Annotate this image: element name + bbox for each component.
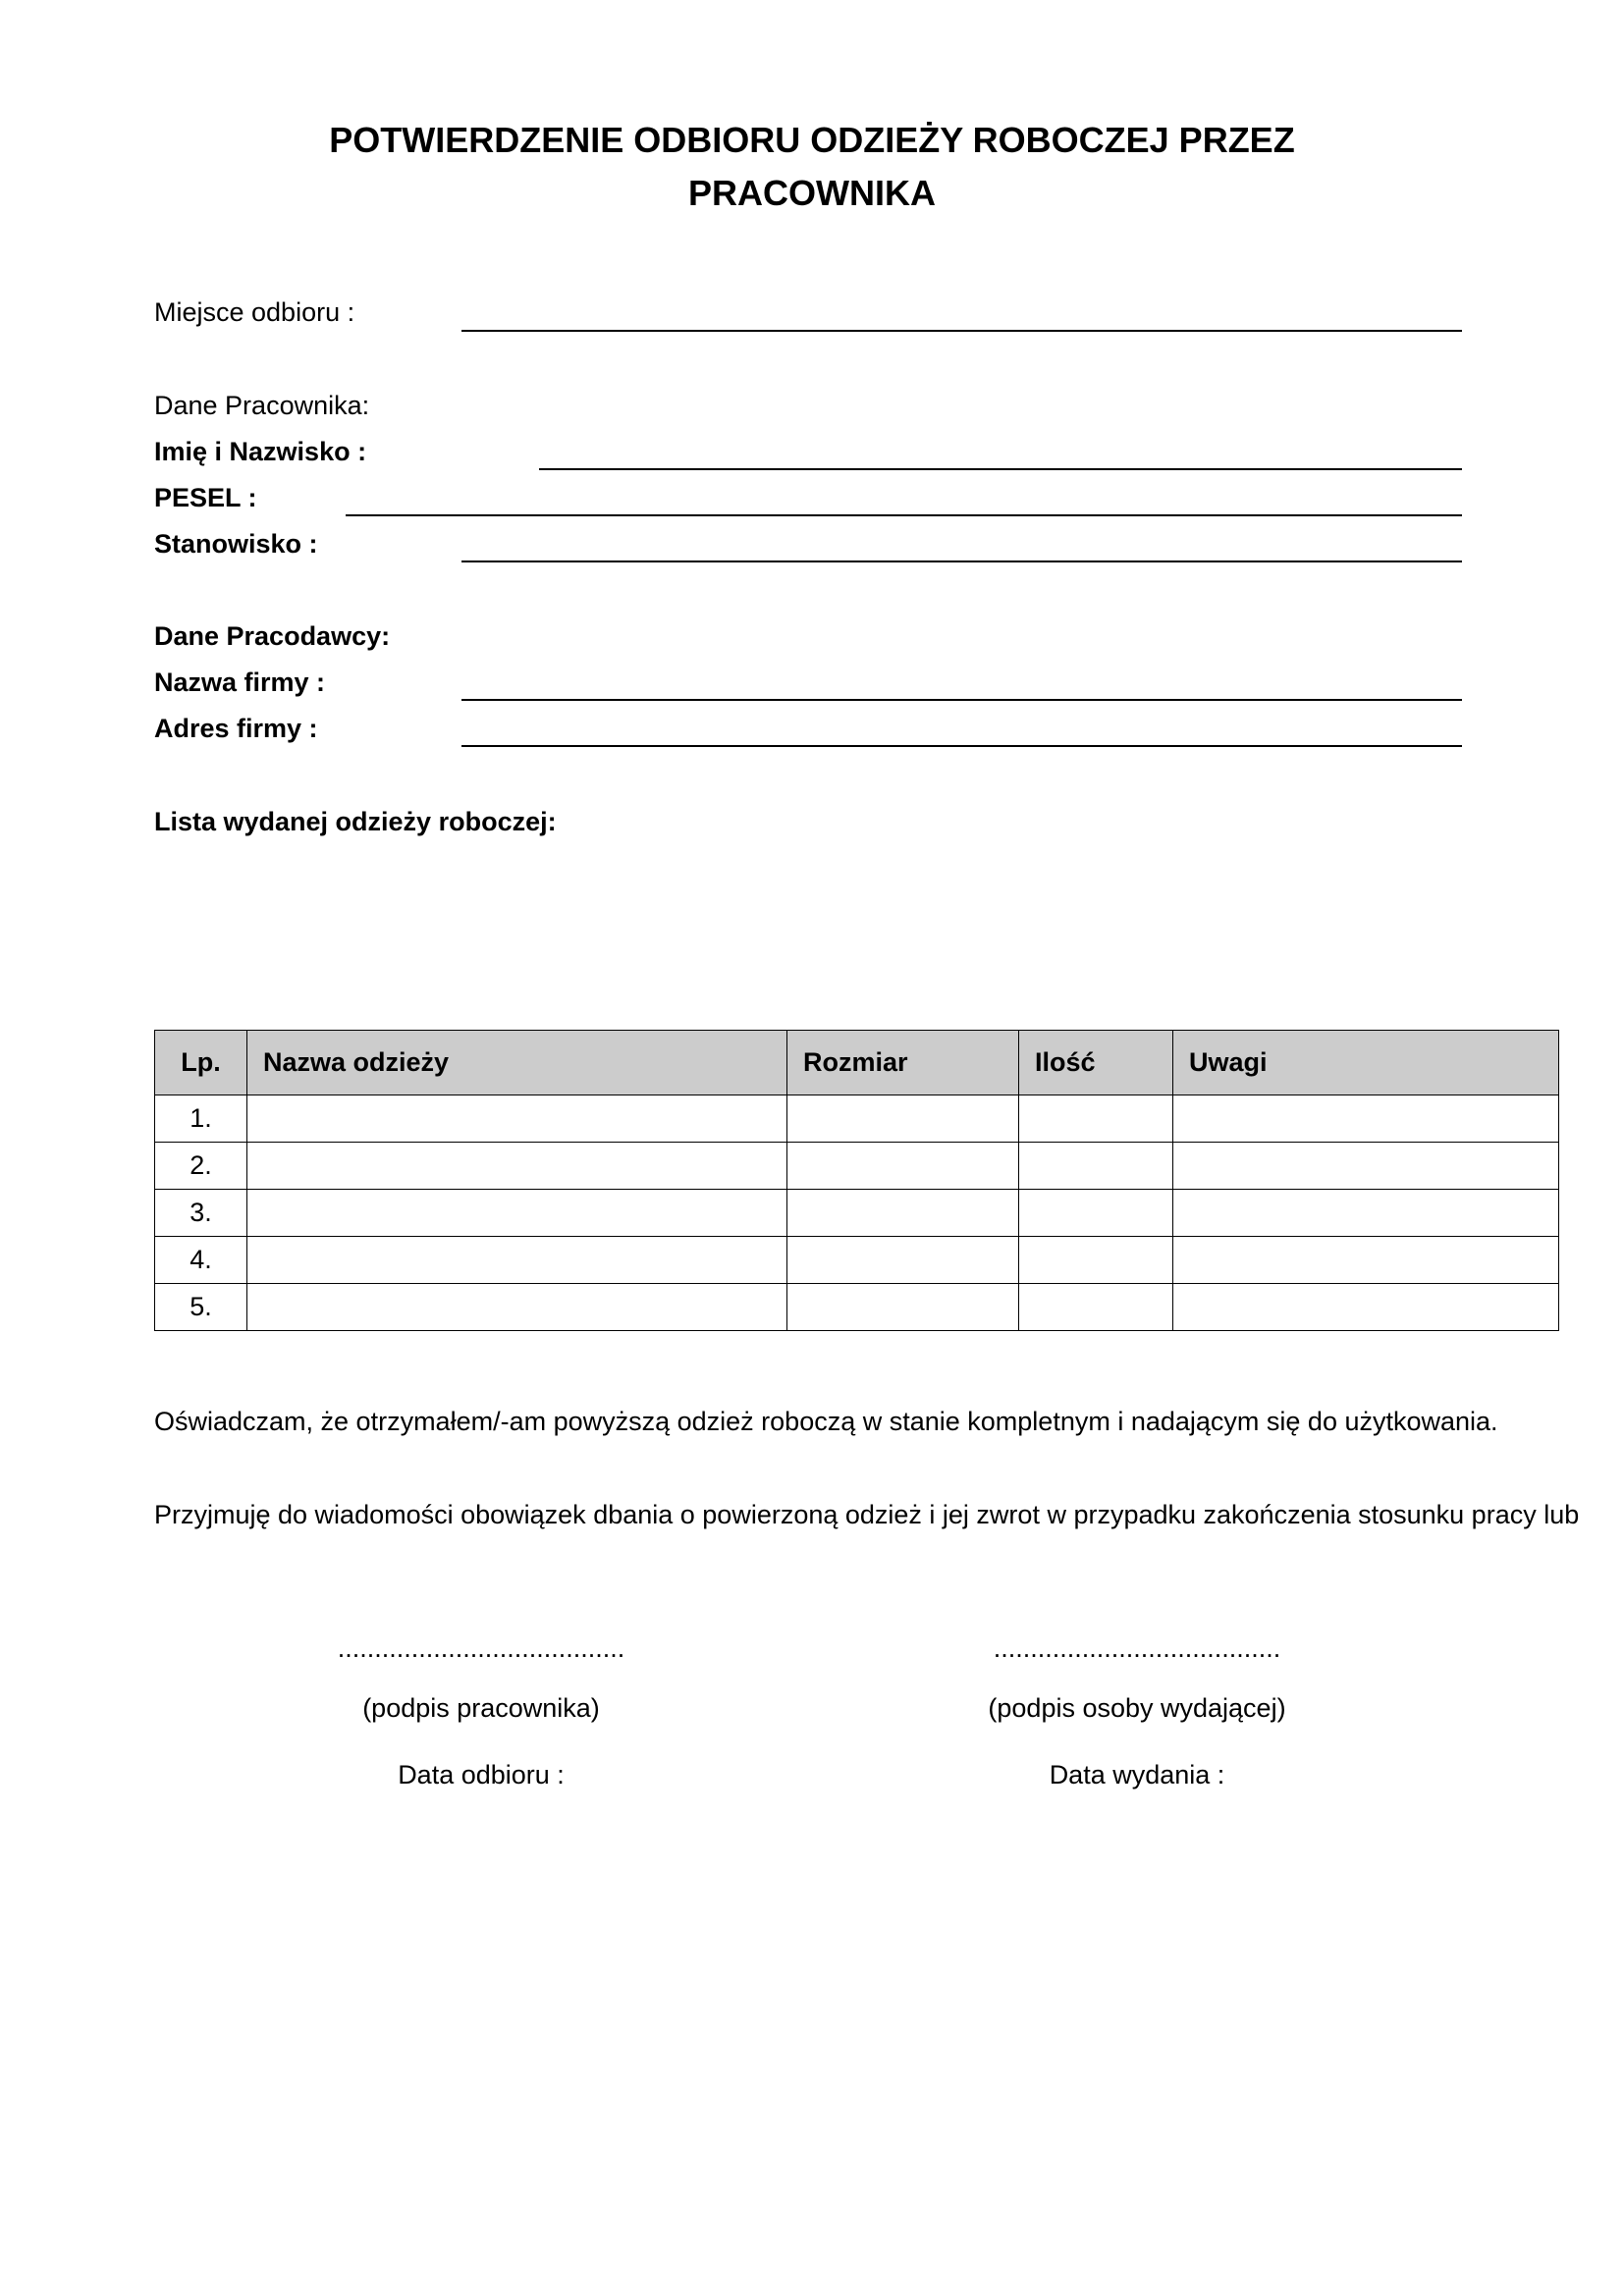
row-notes-cell[interactable] bbox=[1173, 1190, 1559, 1237]
table-row bbox=[155, 1190, 1559, 1237]
employee-signature-caption: (podpis pracownika) bbox=[362, 1693, 600, 1723]
document-title-line1: POTWIERDZENIE ODBIORU ODZIEŻY ROBOCZEJ PRZEZ bbox=[329, 120, 1295, 160]
row-name-cell[interactable] bbox=[247, 1095, 787, 1143]
row-size-cell[interactable] bbox=[787, 1143, 1019, 1190]
row-name-cell[interactable] bbox=[247, 1190, 787, 1237]
row-qty-cell[interactable] bbox=[1019, 1237, 1173, 1284]
row-name-cell[interactable] bbox=[247, 1284, 787, 1331]
row-lp: 4. bbox=[155, 1237, 247, 1284]
column-header-lp: Lp. bbox=[155, 1031, 247, 1095]
row-size-cell[interactable] bbox=[787, 1237, 1019, 1284]
column-header-notes: Uwagi bbox=[1173, 1031, 1559, 1095]
row-notes-cell[interactable] bbox=[1173, 1095, 1559, 1143]
row-size-cell[interactable] bbox=[787, 1190, 1019, 1237]
employee-name-label: Imię i Nazwisko : bbox=[154, 437, 367, 466]
place-label: Miejsce odbioru : bbox=[154, 297, 355, 327]
receipt-date-label: Data odbioru : bbox=[398, 1760, 565, 1789]
pesel-field-line[interactable] bbox=[346, 514, 1462, 516]
position-field-line[interactable] bbox=[461, 561, 1462, 562]
row-size-cell[interactable] bbox=[787, 1095, 1019, 1143]
column-header-name: Nazwa odzieży bbox=[247, 1031, 787, 1095]
document-title bbox=[154, 114, 1470, 220]
table-header-row bbox=[155, 1031, 1559, 1095]
clothing-table bbox=[154, 1030, 1559, 1331]
table-row bbox=[155, 1284, 1559, 1331]
table-row bbox=[155, 1143, 1559, 1190]
issuer-signature-caption: (podpis osoby wydającej) bbox=[988, 1693, 1286, 1723]
company-address-field-line[interactable] bbox=[461, 745, 1462, 747]
row-name-cell[interactable] bbox=[247, 1143, 787, 1190]
clothing-list-heading: Lista wydanej odzieży roboczej: bbox=[154, 807, 557, 836]
declaration-text: Oświadczam, że otrzymałem/-am powyższą odzież roboczą w stanie kompletnym i nadającym się do użytkowania. bbox=[154, 1407, 1498, 1436]
employee-section-label: Dane Pracownika: bbox=[154, 391, 370, 420]
row-name-cell[interactable] bbox=[247, 1237, 787, 1284]
row-notes-cell[interactable] bbox=[1173, 1237, 1559, 1284]
row-notes-cell[interactable] bbox=[1173, 1143, 1559, 1190]
row-qty-cell[interactable] bbox=[1019, 1284, 1173, 1331]
employee-name-field-line[interactable] bbox=[539, 468, 1462, 470]
company-name-label: Nazwa firmy : bbox=[154, 667, 326, 697]
row-lp: 5. bbox=[155, 1284, 247, 1331]
column-header-size: Rozmiar bbox=[787, 1031, 1019, 1095]
pesel-label: PESEL : bbox=[154, 483, 257, 512]
row-lp: 3. bbox=[155, 1190, 247, 1237]
row-lp: 2. bbox=[155, 1143, 247, 1190]
employer-section-label: Dane Pracodawcy: bbox=[154, 621, 391, 651]
obligation-text: Przyjmuję do wiadomości obowiązek dbania o powierzoną odzież i jej zwrot w przypadku zakończenia stosunku pracy lub bbox=[154, 1500, 1580, 1529]
position-label: Stanowisko : bbox=[154, 529, 318, 559]
place-field-line[interactable] bbox=[461, 330, 1462, 332]
document-title-line2: PRACOWNIKA bbox=[688, 173, 936, 213]
row-qty-cell[interactable] bbox=[1019, 1190, 1173, 1237]
issue-date-label: Data wydania : bbox=[1049, 1760, 1225, 1789]
column-header-qty: Ilość bbox=[1019, 1031, 1173, 1095]
employee-signature-line[interactable]: ....................................... bbox=[337, 1633, 625, 1663]
row-notes-cell[interactable] bbox=[1173, 1284, 1559, 1331]
row-qty-cell[interactable] bbox=[1019, 1143, 1173, 1190]
table-row bbox=[155, 1237, 1559, 1284]
company-name-field-line[interactable] bbox=[461, 699, 1462, 701]
table-row bbox=[155, 1095, 1559, 1143]
row-qty-cell[interactable] bbox=[1019, 1095, 1173, 1143]
row-size-cell[interactable] bbox=[787, 1284, 1019, 1331]
issuer-signature-line[interactable]: ....................................... bbox=[993, 1633, 1281, 1663]
company-address-label: Adres firmy : bbox=[154, 714, 318, 743]
row-lp: 1. bbox=[155, 1095, 247, 1143]
